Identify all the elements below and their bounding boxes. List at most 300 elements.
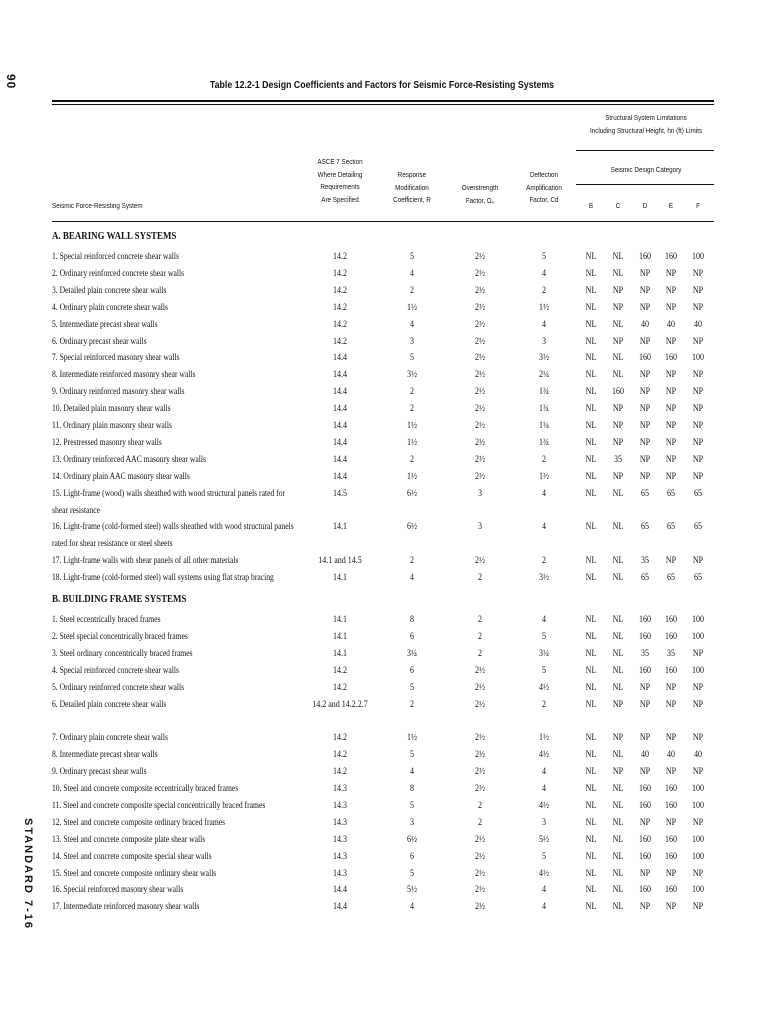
- cell-sec: 14.4: [332, 902, 348, 913]
- cell-b: NL: [585, 767, 597, 778]
- cell-e: NP: [665, 733, 677, 744]
- cell-d: NP: [639, 733, 651, 744]
- cell-r: 3¼: [407, 648, 417, 659]
- cell-cd: 5: [541, 665, 547, 676]
- system-name: 7. Ordinary plain concrete shear walls: [52, 733, 169, 744]
- cell-om: 2: [477, 800, 483, 811]
- header-limits-rule: [576, 150, 714, 151]
- cell-cd: 4: [541, 268, 547, 279]
- cell-c: NL: [612, 615, 624, 625]
- cell-om: 2½: [475, 454, 485, 465]
- system-name: 16. Light-frame (cold-formed steel) walls sheathed with wood structural panels rated for shear resistance or steel sheets: [52, 522, 294, 550]
- cell-e: 160: [664, 252, 677, 262]
- cell-r: 5½: [407, 885, 417, 896]
- cell-sec: 14.2: [332, 319, 348, 330]
- cell-r: 5: [409, 682, 415, 693]
- cell-sec: 14.2: [332, 682, 348, 693]
- cell-b: NL: [585, 370, 597, 381]
- cell-f: NP: [692, 268, 704, 279]
- cell-c: NL: [612, 353, 624, 364]
- cell-d: 40: [640, 750, 649, 761]
- cell-b: NL: [585, 800, 597, 811]
- cell-r: 1½: [407, 437, 417, 448]
- cell-cd: 1¾: [539, 437, 549, 448]
- cell-c: NL: [612, 268, 624, 279]
- cell-f: NP: [692, 454, 704, 465]
- cell-d: NP: [639, 387, 651, 398]
- cell-cd: 5: [541, 851, 547, 862]
- cell-f: NP: [692, 471, 704, 482]
- cell-c: NL: [612, 851, 624, 862]
- header-cd: [508, 170, 580, 208]
- cell-f: NP: [692, 437, 704, 448]
- cell-b: NL: [585, 454, 597, 465]
- cell-c: NP: [612, 302, 624, 313]
- cell-sec: 14.3: [332, 817, 348, 828]
- cell-f: NP: [692, 556, 704, 567]
- cell-om: 2½: [475, 665, 485, 676]
- cell-b: NL: [585, 421, 597, 431]
- cell-d: 65: [640, 522, 649, 533]
- cell-r: 6½: [407, 834, 417, 845]
- cell-om: 2½: [475, 767, 485, 778]
- cell-b: NL: [585, 902, 597, 913]
- cell-c: NL: [612, 665, 624, 676]
- system-name: 10. Steel and concrete composite eccentrically braced frames: [52, 784, 239, 794]
- cell-c: 35: [613, 454, 622, 465]
- cell-sec: 14.2: [332, 336, 348, 347]
- cell-d: 40: [640, 319, 649, 330]
- cell-f: 100: [691, 631, 704, 642]
- cell-sec: 14.4: [332, 353, 348, 364]
- cell-om: 2½: [475, 387, 485, 398]
- cell-om: 2: [477, 648, 483, 659]
- top-rule: [52, 100, 714, 102]
- cell-cd: 4: [541, 885, 547, 896]
- cell-b: NL: [585, 885, 597, 896]
- cell-e: NP: [665, 370, 677, 381]
- cell-r: 2: [409, 387, 415, 398]
- cell-om: 3: [477, 488, 483, 499]
- cell-f: 100: [691, 834, 704, 845]
- cell-d: 160: [638, 800, 651, 811]
- system-name: 14. Ordinary plain AAC masonry shear walls: [52, 471, 190, 482]
- cell-r: 1½: [407, 733, 417, 744]
- cell-f: NP: [692, 902, 704, 913]
- cell-om: 2: [477, 573, 483, 584]
- cell-f: NP: [692, 421, 704, 431]
- cell-c: NL: [612, 488, 624, 499]
- system-name: 11. Ordinary plain masonry shear walls: [52, 421, 172, 431]
- cell-r: 6½: [407, 522, 417, 533]
- cell-om: 2: [477, 631, 483, 642]
- cell-f: NP: [692, 302, 704, 313]
- cell-b: NL: [585, 488, 597, 499]
- cell-r: 1½: [407, 471, 417, 482]
- cell-e: NP: [665, 902, 677, 913]
- cell-f: 100: [691, 784, 704, 794]
- cell-f: NP: [692, 648, 704, 659]
- cell-e: NP: [665, 817, 677, 828]
- cell-b: NL: [585, 387, 597, 398]
- header-section-line4: Are Specified: [321, 196, 359, 204]
- cell-r: 2: [409, 404, 415, 415]
- cell-d: 160: [638, 885, 651, 896]
- table-row: [0, 486, 768, 520]
- header-sdc-label: Seismic Design Category: [610, 167, 682, 174]
- cell-sec: 14.4: [332, 454, 348, 465]
- standard-label: STANDARD 7-16: [22, 818, 34, 930]
- cell-c: NL: [612, 750, 624, 761]
- header-omega: [444, 183, 516, 208]
- system-name: 13. Steel and concrete composite plate shear walls: [52, 834, 206, 845]
- cell-sec: 14.1: [332, 573, 348, 584]
- cell-b: NL: [585, 615, 597, 625]
- cell-om: 2½: [475, 404, 485, 415]
- cell-d: 160: [638, 353, 651, 364]
- section-heading: B. BUILDING FRAME SYSTEMS: [52, 594, 187, 605]
- cell-c: NL: [612, 556, 624, 567]
- cell-d: NP: [639, 370, 651, 381]
- cell-om: 2½: [475, 336, 485, 347]
- cell-sec: 14.2: [332, 767, 348, 778]
- cell-cd: 2: [541, 285, 547, 296]
- cell-c: NP: [612, 767, 624, 778]
- table-row: [0, 697, 768, 731]
- system-name: 11. Steel and concrete composite special concentrically braced frames: [52, 800, 266, 811]
- cell-c: NP: [612, 404, 624, 415]
- header-r-line1: Response: [397, 172, 427, 179]
- cell-f: 100: [691, 615, 704, 625]
- cell-d: 65: [640, 488, 649, 499]
- cell-sec: 14.5: [332, 488, 348, 499]
- header-r: [376, 170, 448, 208]
- cell-e: NP: [665, 268, 677, 279]
- cell-om: 2½: [475, 319, 485, 330]
- header-sdc-b: B: [588, 203, 594, 210]
- cell-b: NL: [585, 868, 597, 879]
- cell-r: 1½: [407, 302, 417, 313]
- system-name: 9. Ordinary precast shear walls: [52, 767, 147, 778]
- cell-sec: 14.1: [332, 615, 348, 625]
- cell-d: 160: [638, 665, 651, 676]
- cell-c: NL: [612, 648, 624, 659]
- cell-b: NL: [585, 851, 597, 862]
- system-name: 17. Light-frame walls with shear panels of all other materials: [52, 556, 239, 567]
- cell-cd: 4½: [539, 682, 549, 693]
- cell-e: 160: [664, 800, 677, 811]
- cell-r: 8: [409, 615, 415, 625]
- header-omega-line2: Factor, Ω₀: [465, 197, 495, 205]
- cell-cd: 4: [541, 522, 547, 533]
- cell-r: 1½: [407, 421, 417, 431]
- cell-d: 160: [638, 784, 651, 794]
- cell-om: 2½: [475, 437, 485, 448]
- cell-om: 2½: [475, 252, 485, 262]
- cell-f: 100: [691, 851, 704, 862]
- cell-om: 2½: [475, 302, 485, 313]
- cell-r: 5: [409, 800, 415, 811]
- cell-d: 160: [638, 631, 651, 642]
- cell-c: NL: [612, 573, 624, 584]
- table-title: Table 12.2-1 Design Coefficients and Factors for Seismic Force-Resisting Systems: [209, 80, 555, 91]
- cell-om: 2½: [475, 268, 485, 279]
- cell-b: NL: [585, 750, 597, 761]
- cell-cd: 5: [541, 631, 547, 642]
- cell-sec: 14.1: [332, 631, 348, 642]
- system-name: 12. Prestressed masonry shear walls: [52, 437, 162, 448]
- cell-r: 3: [409, 336, 415, 347]
- cell-f: 100: [691, 885, 704, 896]
- cell-b: NL: [585, 268, 597, 279]
- cell-e: 160: [664, 885, 677, 896]
- cell-r: 4: [409, 902, 415, 913]
- cell-om: 2½: [475, 353, 485, 364]
- cell-cd: 4: [541, 615, 547, 625]
- cell-b: NL: [585, 404, 597, 415]
- cell-d: NP: [639, 868, 651, 879]
- cell-b: NL: [585, 353, 597, 364]
- header-sdc-e: E: [668, 203, 674, 210]
- top-rule-secondary: [52, 104, 714, 105]
- system-name: 3. Steel ordinary concentrically braced frames: [52, 648, 193, 659]
- cell-e: NP: [665, 556, 677, 567]
- cell-d: 160: [638, 851, 651, 862]
- cell-e: NP: [665, 421, 677, 431]
- cell-sec: 14.2: [332, 665, 348, 676]
- cell-r: 6: [409, 851, 415, 862]
- cell-r: 2: [409, 454, 415, 465]
- cell-om: 2½: [475, 556, 485, 567]
- header-limits: [583, 113, 709, 138]
- cell-b: NL: [585, 648, 597, 659]
- cell-r: 2: [409, 285, 415, 296]
- system-name: 18. Light-frame (cold-formed steel) wall systems using flat strap bracing: [52, 573, 274, 584]
- cell-om: 2½: [475, 902, 485, 913]
- cell-f: NP: [692, 767, 704, 778]
- cell-sec: 14.2: [332, 302, 348, 313]
- cell-d: NP: [639, 437, 651, 448]
- cell-f: NP: [692, 404, 704, 415]
- cell-c: NL: [612, 885, 624, 896]
- cell-b: NL: [585, 682, 597, 693]
- cell-om: 2½: [475, 851, 485, 862]
- cell-e: 65: [666, 488, 675, 499]
- system-name: 17. Intermediate reinforced masonry shear walls: [52, 902, 200, 913]
- cell-c: NL: [612, 817, 624, 828]
- cell-om: 2½: [475, 834, 485, 845]
- cell-b: NL: [585, 252, 597, 262]
- cell-cd: 3½: [539, 573, 549, 584]
- cell-c: 160: [611, 387, 624, 398]
- cell-e: NP: [665, 404, 677, 415]
- cell-d: NP: [639, 767, 651, 778]
- system-name: 8. Intermediate precast shear walls: [52, 750, 158, 761]
- header-sdc-c: C: [615, 203, 621, 210]
- cell-e: 160: [664, 631, 677, 642]
- system-name: 2. Steel special concentrically braced frames: [52, 631, 188, 642]
- cell-c: NP: [612, 437, 624, 448]
- cell-sec: 14.2 and 14.2.2.7: [312, 699, 368, 710]
- cell-e: 35: [666, 648, 675, 659]
- cell-e: NP: [665, 336, 677, 347]
- cell-e: 40: [666, 750, 675, 761]
- header-r-line2: Modification: [395, 184, 429, 192]
- header-section-line3: Requirements: [320, 184, 360, 191]
- cell-om: 2½: [475, 733, 485, 744]
- cell-cd: 4: [541, 784, 547, 794]
- header-cd-line1: Deflection: [529, 172, 559, 179]
- cell-b: NL: [585, 336, 597, 347]
- cell-sec: 14.1: [332, 648, 348, 659]
- cell-om: 2½: [475, 682, 485, 693]
- cell-f: NP: [692, 387, 704, 398]
- cell-d: NP: [639, 699, 651, 710]
- cell-om: 2½: [475, 699, 485, 710]
- cell-d: NP: [639, 682, 651, 693]
- table-row: [0, 899, 768, 933]
- cell-om: 2½: [475, 750, 485, 761]
- cell-c: NL: [612, 800, 624, 811]
- header-section: [304, 157, 376, 207]
- cell-sec: 14.1: [332, 522, 348, 533]
- cell-e: NP: [665, 868, 677, 879]
- cell-d: 35: [640, 556, 649, 567]
- cell-d: NP: [639, 471, 651, 482]
- header-limits-line2: Including Structural Height, hn (ft) Limits: [589, 127, 703, 135]
- cell-d: 160: [638, 252, 651, 262]
- cell-sec: 14.4: [332, 404, 348, 415]
- header-cd-line2: Amplification: [526, 184, 562, 192]
- cell-r: 5: [409, 750, 415, 761]
- cell-d: 160: [638, 615, 651, 625]
- system-name: 15. Steel and concrete composite ordinary shear walls: [52, 868, 217, 879]
- header-sdc-f: F: [696, 203, 700, 210]
- cell-cd: 2: [541, 699, 547, 710]
- cell-cd: 1¼: [539, 421, 549, 431]
- header-section-line1: ASCE 7 Section: [317, 159, 363, 166]
- cell-cd: 3½: [539, 353, 549, 364]
- cell-d: NP: [639, 454, 651, 465]
- cell-f: NP: [692, 733, 704, 744]
- cell-om: 2½: [475, 471, 485, 482]
- system-name: 1. Special reinforced concrete shear walls: [52, 252, 179, 262]
- cell-sec: 14.2: [332, 252, 348, 262]
- cell-om: 2: [477, 817, 483, 828]
- cell-cd: 4: [541, 319, 547, 330]
- header-r-line3: Coefficient, R: [393, 197, 431, 204]
- system-name: 6. Ordinary precast shear walls: [52, 336, 147, 347]
- cell-cd: 4: [541, 488, 547, 499]
- cell-cd: 3: [541, 336, 547, 347]
- cell-f: NP: [692, 336, 704, 347]
- system-name: 6. Detailed plain concrete shear walls: [52, 699, 167, 710]
- cell-f: 40: [693, 750, 702, 761]
- system-name: 2. Ordinary reinforced concrete shear walls: [52, 268, 185, 279]
- cell-om: 3: [477, 522, 483, 533]
- cell-e: 160: [664, 665, 677, 676]
- cell-b: NL: [585, 631, 597, 642]
- header-system: Seismic Force-Resisting System: [52, 203, 143, 210]
- cell-f: NP: [692, 370, 704, 381]
- cell-e: 65: [666, 573, 675, 584]
- cell-e: 160: [664, 834, 677, 845]
- cell-c: NP: [612, 733, 624, 744]
- cell-r: 4: [409, 268, 415, 279]
- cell-b: NL: [585, 302, 597, 313]
- cell-f: 65: [693, 522, 702, 533]
- cell-c: NL: [612, 252, 624, 262]
- cell-sec: 14.4: [332, 421, 348, 431]
- cell-r: 4: [409, 767, 415, 778]
- cell-d: 160: [638, 834, 651, 845]
- cell-d: NP: [639, 404, 651, 415]
- cell-sec: 14.2: [332, 268, 348, 279]
- cell-cd: 1¾: [539, 387, 549, 398]
- cell-d: 65: [640, 573, 649, 584]
- cell-b: NL: [585, 285, 597, 296]
- cell-r: 6: [409, 665, 415, 676]
- system-name: 9. Ordinary reinforced masonry shear walls: [52, 387, 185, 398]
- cell-c: NL: [612, 319, 624, 330]
- cell-d: NP: [639, 902, 651, 913]
- cell-c: NL: [612, 631, 624, 642]
- cell-sec: 14.2: [332, 733, 348, 744]
- system-name: 14. Steel and concrete composite special shear walls: [52, 851, 212, 862]
- cell-e: NP: [665, 302, 677, 313]
- cell-om: 2½: [475, 868, 485, 879]
- cell-c: NP: [612, 421, 624, 431]
- cell-r: 6½: [407, 488, 417, 499]
- cell-r: 5: [409, 252, 415, 262]
- cell-r: 8: [409, 784, 415, 794]
- system-name: 5. Intermediate precast shear walls: [52, 319, 158, 330]
- cell-e: 40: [666, 319, 675, 330]
- cell-b: NL: [585, 784, 597, 794]
- cell-e: 65: [666, 522, 675, 533]
- cell-e: 160: [664, 353, 677, 364]
- header-sdc-d: D: [642, 203, 648, 210]
- cell-b: NL: [585, 573, 597, 584]
- cell-d: NP: [639, 268, 651, 279]
- cell-r: 4: [409, 573, 415, 584]
- cell-cd: 5½: [539, 834, 549, 845]
- cell-cd: 2: [541, 556, 547, 567]
- cell-e: NP: [665, 767, 677, 778]
- cell-b: NL: [585, 522, 597, 533]
- cell-d: NP: [639, 817, 651, 828]
- cell-e: NP: [665, 387, 677, 398]
- cell-b: NL: [585, 319, 597, 330]
- cell-d: NP: [639, 336, 651, 347]
- cell-b: NL: [585, 437, 597, 448]
- cell-om: 2½: [475, 784, 485, 794]
- cell-sec: 14.2: [332, 750, 348, 761]
- cell-cd: 1¾: [539, 404, 549, 415]
- cell-b: NL: [585, 733, 597, 744]
- cell-c: NL: [612, 784, 624, 794]
- cell-sec: 14.4: [332, 885, 348, 896]
- system-name: 13. Ordinary reinforced AAC masonry shear walls: [52, 454, 206, 465]
- cell-c: NP: [612, 471, 624, 482]
- header-section-line2: Where Detailing: [317, 171, 363, 179]
- header-omega-line1: Overstrength: [461, 185, 499, 192]
- cell-r: 5: [409, 353, 415, 364]
- cell-sec: 14.2: [332, 285, 348, 296]
- system-name: 8. Intermediate reinforced masonry shear walls: [52, 370, 196, 381]
- cell-cd: 4½: [539, 800, 549, 811]
- cell-r: 2: [409, 699, 415, 710]
